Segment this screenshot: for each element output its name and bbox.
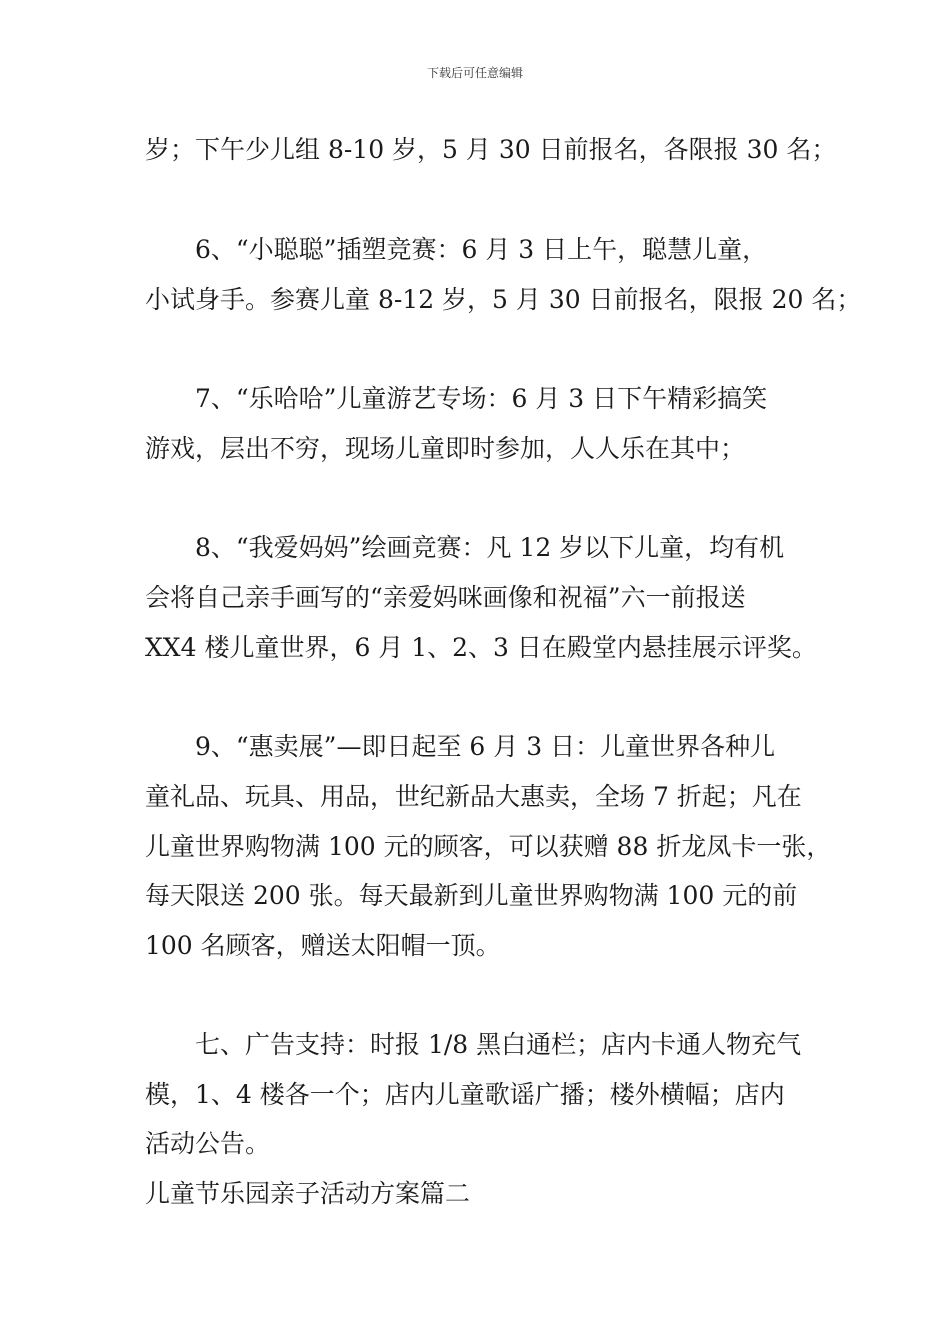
text-line: 童礼品、玩具、用品，世纪新品大惠卖，全场 7 折起；凡在 — [145, 782, 802, 811]
text-line: XX4 楼儿童世界，6 月 1、2、3 日在殿堂内悬挂展示评奖。 — [145, 633, 817, 662]
text-line: 7、“乐哈哈”儿童游艺专场：6 月 3 日下午精彩搞笑 — [195, 384, 768, 413]
section-heading: 儿童节乐园亲子活动方案篇二 — [145, 1179, 471, 1208]
text-line: 儿童世界购物满 100 元的顾客，可以获赠 88 折龙凤卡一张， — [145, 832, 832, 861]
text-line: 小试身手。参赛儿童 8-12 岁，5 月 30 日前报名，限报 20 名； — [145, 285, 862, 314]
text-line: 100 名顾客，赠送太阳帽一顶。 — [145, 931, 501, 960]
text-line: 岁；下午少儿组 8-10 岁，5 月 30 日前报名，各限报 30 名； — [145, 135, 837, 164]
text-line: 6、“小聪聪”插塑竞赛：6 月 3 日上午，聪慧儿童， — [195, 235, 768, 264]
text-line: 每天限送 200 张。每天最新到儿童世界购物满 100 元的前 — [145, 881, 798, 910]
text-line: 9、“惠卖展”—即日起至 6 月 3 日：儿童世界各种儿 — [195, 732, 776, 761]
text-line: 模，1、4 楼各一个；店内儿童歌谣广播；楼外横幅；店内 — [145, 1080, 785, 1109]
text-line: 会将自己亲手画写的“亲爱妈咪画像和祝福”六一前报送 — [145, 583, 746, 612]
page-header: 下载后可任意编辑 — [426, 66, 523, 80]
text-line: 七、广告支持：时报 1/8 黑白通栏；店内卡通人物充气 — [195, 1030, 802, 1059]
text-line: 8、“我爱妈妈”绘画竞赛：凡 12 岁以下儿童，均有机 — [195, 533, 785, 562]
text-line: 活动公告。 — [145, 1129, 271, 1158]
text-line: 游戏，层出不穷，现场儿童即时参加，人人乐在其中； — [145, 434, 746, 463]
